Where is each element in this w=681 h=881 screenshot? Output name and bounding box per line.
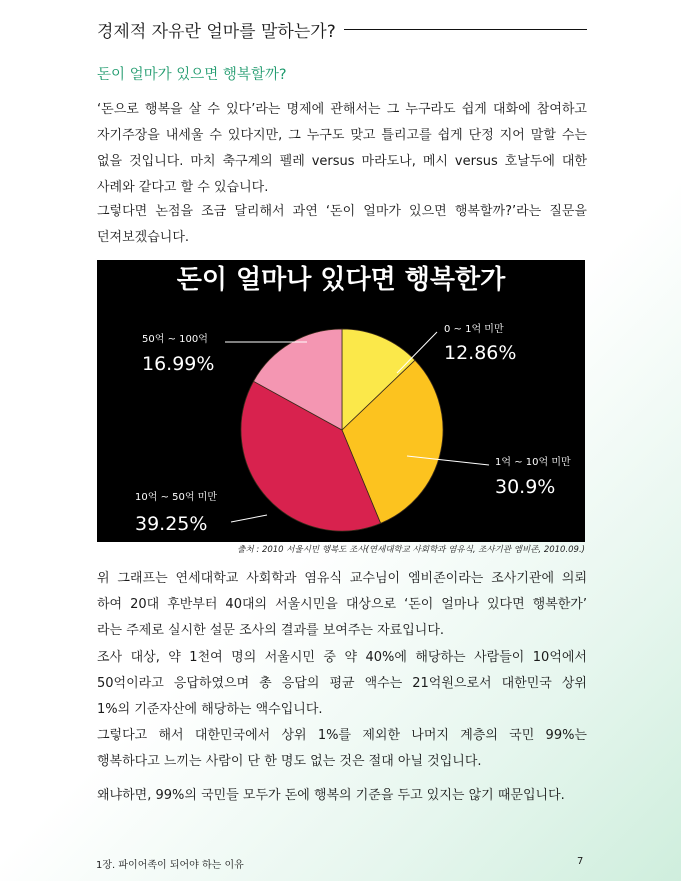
text-line: 하여 20대 후반부터 40대의 서울시민을 대상으로 ‘돈이 얼마나 있다면 행복한가’ bbox=[97, 597, 587, 612]
paragraph-5 bbox=[97, 723, 587, 775]
text-line: 던져보겠습니다. bbox=[97, 230, 190, 245]
header-rule bbox=[344, 29, 587, 30]
paragraph-4 bbox=[97, 645, 587, 723]
text-line: 50억이라고 응답하였으며 총 응답의 평균 액수는 21억원으로서 대한민국 상위 bbox=[97, 676, 587, 691]
text-line: 1%의 기준자산에 해당하는 액수입니다. bbox=[97, 702, 323, 717]
paragraph-3 bbox=[97, 566, 587, 644]
text-line: 사례와 같다고 할 수 있습니다. bbox=[97, 180, 269, 195]
pie-chart-svg bbox=[97, 260, 585, 542]
page-number: 7 bbox=[577, 856, 584, 867]
leader-line bbox=[231, 515, 267, 522]
slice-value: 39.25% bbox=[135, 513, 208, 535]
slice-label: 50억 ~ 100억 bbox=[142, 334, 208, 345]
slice-value: 30.9% bbox=[495, 476, 556, 498]
text-line: 그렇다면 논점을 조금 달리해서 과연 ‘돈이 얼마가 있으면 행복할까?’라는 질문을 bbox=[97, 204, 587, 219]
header-title: 경제적 자유란 얼마를 말하는가? bbox=[97, 21, 336, 42]
pie-slices bbox=[241, 329, 443, 531]
paragraph-1 bbox=[97, 97, 587, 201]
slice-label: 0 ~ 1억 미만 bbox=[444, 324, 504, 335]
footer-chapter: 1장. 파이어족이 되어야 하는 이유 bbox=[96, 860, 244, 871]
text-line: 없을 것입니다. 마치 축구계의 펠레 versus 마라도나, 메시 versus 호날두에 대한 bbox=[97, 154, 587, 169]
chart-source-caption: 출처 : 2010 서울시민 행복도 조사(연세대학교 사회학과 염유식, 조사기관 엠비존, 2010.09.) bbox=[237, 545, 585, 555]
text-line: 왜냐하면, 99%의 국민들 모두가 돈에 행복의 기준을 두고 있지는 않기 때문입니다. bbox=[97, 788, 565, 803]
slice-value: 16.99% bbox=[142, 353, 215, 375]
slice-label: 1억 ~ 10억 미만 bbox=[495, 457, 571, 468]
section-subheading: 돈이 얼마가 있으면 행복할까? bbox=[97, 67, 287, 83]
text-line: ‘돈으로 행복을 살 수 있다’라는 명제에 관해서는 그 누구라도 쉽게 대화에 참여하고 bbox=[97, 102, 587, 117]
text-line: 행복하다고 느끼는 사람이 단 한 명도 없는 것은 절대 아닐 것입니다. bbox=[97, 754, 482, 769]
text-line: 위 그래프는 연세대학교 사회학과 염유식 교수님이 엠비존이라는 조사기관에 의뢰 bbox=[97, 571, 587, 586]
slice-label: 10억 ~ 50억 미만 bbox=[135, 492, 218, 503]
running-header bbox=[97, 16, 587, 42]
text-line: 그렇다고 해서 대한민국에서 상위 1%를 제외한 나머지 계층의 국민 99%는 bbox=[97, 728, 587, 743]
chart-title: 돈이 얼마나 있다면 행복한가 bbox=[176, 265, 506, 295]
pie-chart bbox=[97, 260, 585, 542]
text-line: 라는 주제로 실시한 설문 조사의 결과를 보여주는 자료입니다. bbox=[97, 623, 445, 638]
slice-value: 12.86% bbox=[444, 342, 517, 364]
paragraph-2 bbox=[97, 199, 587, 251]
text-line: 자기주장을 내세울 수 있다지만, 그 누구도 맞고 틀리고를 쉽게 단정 지어 말할 수는 bbox=[97, 128, 587, 143]
text-line: 조사 대상, 약 1천여 명의 서울시민 중 약 40%에 해당하는 사람들이 10억에서 bbox=[97, 650, 587, 665]
paragraph-6 bbox=[97, 783, 587, 809]
